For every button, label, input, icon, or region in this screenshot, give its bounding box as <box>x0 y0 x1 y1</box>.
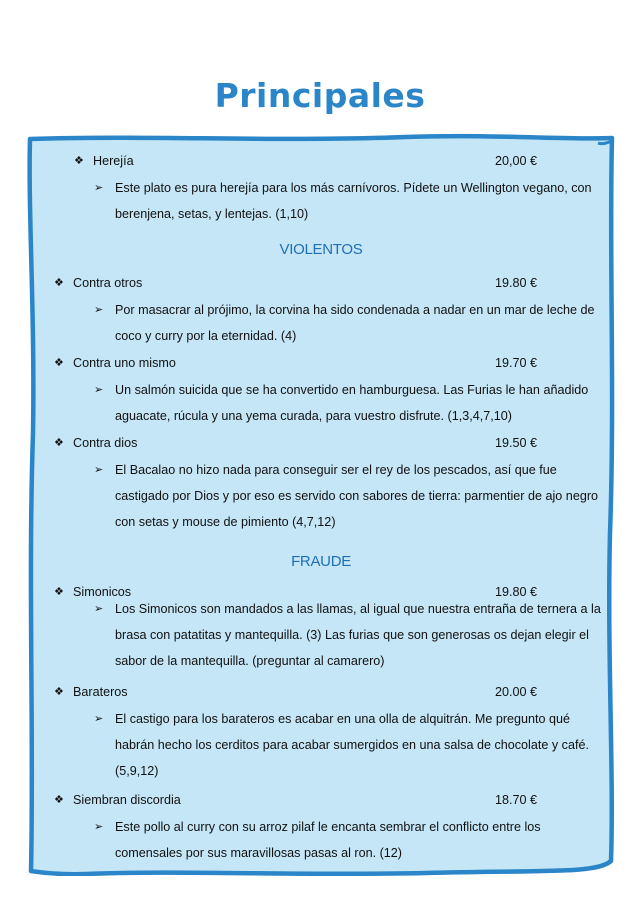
dish-price: 20.00 € <box>495 685 538 699</box>
diamond-bullet-icon: ❖ <box>54 437 64 449</box>
dish-description: ➢ Un salmón suicida que se ha convertido en hamburguesa. Las Furias le han añadido aguacate, rúcula y una yema curada, para vuestro disfrute. (1,3,4,7,10) <box>94 377 602 429</box>
arrow-bullet-icon: ➢ <box>94 304 104 316</box>
menu-item <box>26 433 616 453</box>
dish-price: 20,00 € <box>495 154 538 168</box>
diamond-bullet-icon: ❖ <box>74 155 84 167</box>
diamond-bullet-icon: ❖ <box>54 586 64 598</box>
diamond-bullet-icon: ❖ <box>54 357 64 369</box>
menu-item <box>26 273 616 293</box>
arrow-bullet-icon: ➢ <box>94 464 104 476</box>
dish-name: Contra dios <box>73 436 138 450</box>
arrow-bullet-icon: ➢ <box>94 384 104 396</box>
dish-description: ➢ El castigo para los barateros es acabar en una olla de alquitrán. Me pregunto qué habrán hecho los cerditos para acabar sumergidos en una salsa de chocolate y café. (5,9,12) <box>94 706 602 784</box>
arrow-bullet-icon: ➢ <box>94 713 104 725</box>
dish-description: ➢ Este pollo al curry con su arroz pilaf le encanta sembrar el conflicto entre los comensales por sus maravillosas pasas al ron. (12) <box>94 814 602 866</box>
dish-name: Siembran discordia <box>73 793 181 807</box>
dish-name: Contra uno mismo <box>73 356 176 370</box>
dish-price: 19.80 € <box>495 585 538 599</box>
diamond-bullet-icon: ❖ <box>54 794 64 806</box>
dish-description: ➢ Este plato es pura herejía para los más carnívoros. Pídete un Wellington vegano, con berenjena, setas, y lentejas. (1,10) <box>94 175 602 227</box>
section-heading-fraude: FRAUDE <box>291 553 351 570</box>
menu-frame <box>26 133 616 876</box>
dish-price: 18.70 € <box>495 793 538 807</box>
page-title: Principales <box>214 76 426 115</box>
dish-name: Simonicos <box>73 585 132 599</box>
dish-description: ➢ Los Simonicos son mandados a las llamas, al igual que nuestra entraña de ternera a la brasa con patatitas y mantequilla. (3) Las furias que son generosas os dejan elegir el sabor de la mantequilla. (preguntar al camarero) <box>94 596 602 674</box>
arrow-bullet-icon: ➢ <box>94 821 104 833</box>
menu-item <box>26 790 616 810</box>
menu-item <box>26 151 616 171</box>
dish-description: ➢ Por masacrar al prójimo, la corvina ha sido condenada a nadar en un mar de leche de coco y curry por la eternidad. (4) <box>94 297 602 349</box>
menu-item <box>26 353 616 373</box>
diamond-bullet-icon: ❖ <box>54 277 64 289</box>
dish-description: ➢ El Bacalao no hizo nada para conseguir ser el rey de los pescados, así que fue castigado por Dios y por eso es servido con sabores de tierra: parmentier de ajo negro con setas y mouse de pimiento (4,7,12) <box>94 457 602 535</box>
dish-price: 19.80 € <box>495 276 538 290</box>
arrow-bullet-icon: ➢ <box>94 182 104 194</box>
diamond-bullet-icon: ❖ <box>54 686 64 698</box>
dish-name: Barateros <box>73 685 128 699</box>
dish-name: Contra otros <box>73 276 143 290</box>
section-heading-violentos: VIOLENTOS <box>279 241 363 258</box>
dish-price: 19.50 € <box>495 436 538 450</box>
arrow-bullet-icon: ➢ <box>94 603 104 615</box>
dish-price: 19.70 € <box>495 356 538 370</box>
menu-item <box>26 682 616 702</box>
dish-name: Herejía <box>93 154 134 168</box>
